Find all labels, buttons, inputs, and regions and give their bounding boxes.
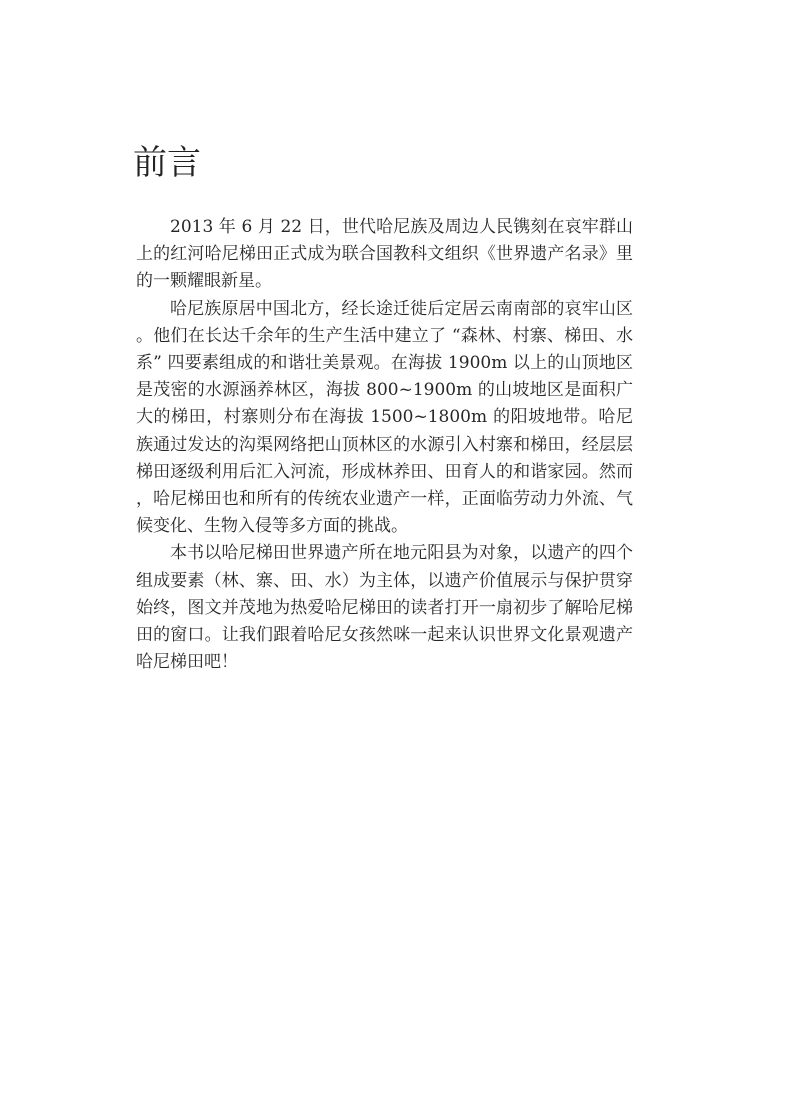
document-body (136, 214, 633, 676)
paragraph-3: 本书以哈尼梯田世界遗产所在地元阳县为对象，以遗产的四个组成要素（林、寨、田、水）为主体，以遗产价值展示与保护贯穿始终，图文并茂地为热爱哈尼梯田的读者打开一扇初步了解哈尼梯田的窗口。让我们跟着哈尼女孩然咪一起来认识世界文化景观遗产哈尼梯田吧！ (136, 543, 633, 673)
paragraph-2: 哈尼族原居中国北方，经长途迁徙后定居云南南部的哀牢山区。他们在长达千余年的生产生活中建立了 “森林、村寨、梯田、水系” 四要素组成的和谐壮美景观。在海拔 1900m 以上的山顶地区是茂密的水源涵养林区，海拔 800~1900m 的山坡地区是面积广大的梯田，村寨则分布在海拔 1500~1800m 的阳坡地带。哈尼族通过发达的沟渠网络把山顶林区的水源引入村寨和梯田，经层层梯田逐级利用后汇入河流，形成林养田、田育人的和谐家园。然而，哈尼梯田也和所有的传统农业遗产一样，正面临劳动力外流、气候变化、生物入侵等多方面的挑战。 (136, 298, 633, 537)
paragraph-1: 2013 年 6 月 22 日，世代哈尼族及周边人民镌刻在哀牢群山上的红河哈尼梯田正式成为联合国教科文组织《世界遗产名录》里的一颗耀眼新星。 (136, 217, 633, 292)
page-title: 前言 (133, 143, 201, 183)
